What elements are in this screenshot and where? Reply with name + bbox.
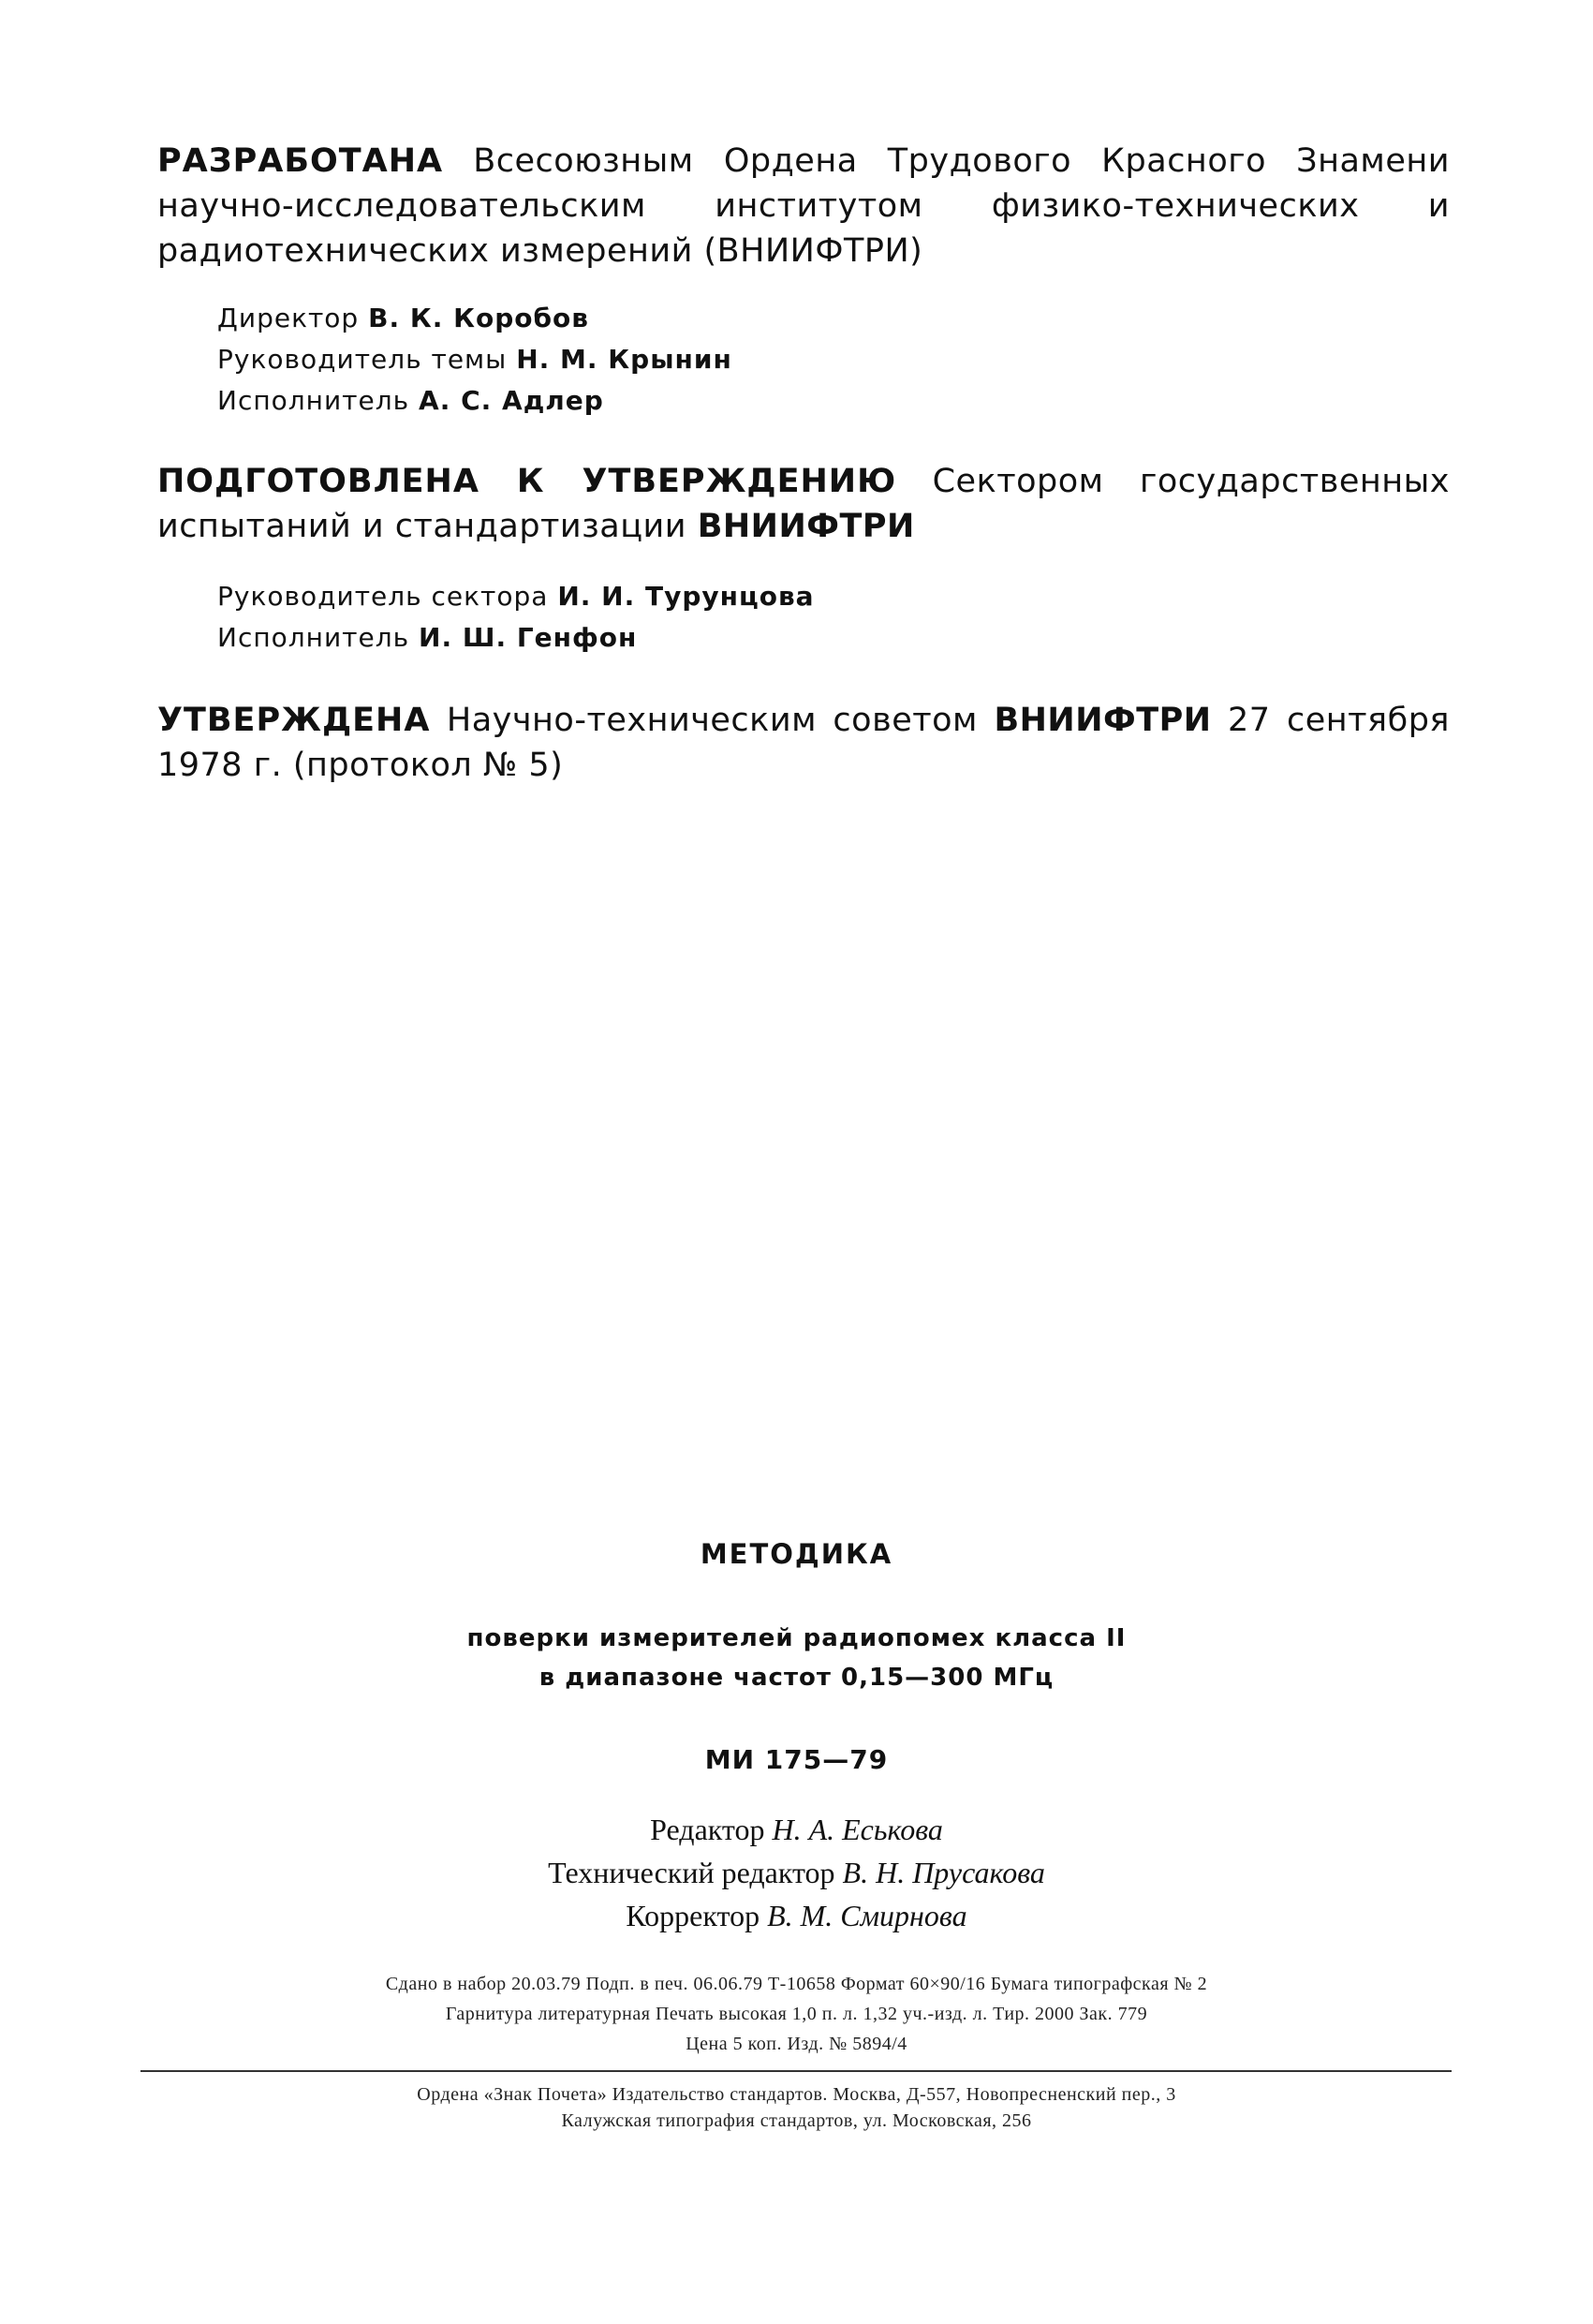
approved-protocol: (протокол № 5) <box>292 747 564 784</box>
prepared-paragraph <box>157 459 1450 549</box>
person-row: Исполнитель А. С. Адлер <box>217 385 604 416</box>
publisher-line: Калужская типография стандартов, ул. Московская, 256 <box>561 2110 1032 2131</box>
method-title: МЕТОДИКА <box>700 1538 893 1570</box>
developed-text: Всесоюзным Ордена Трудового Красного Знамени научно-исследовательским институтом физико-технических и радиотехнических измерений (ВНИИФТРИ) <box>157 142 1450 270</box>
approved-date: 27 сентября 1978 г. <box>157 702 1450 784</box>
method-subtitle-line2: в диапазоне частот 0,15—300 МГц <box>538 1664 1055 1692</box>
imprint-block <box>0 1969 1593 2059</box>
person-row: Руководитель темы Н. М. Крынин <box>217 344 732 375</box>
publisher-block <box>0 2081 1593 2134</box>
prepared-people <box>217 576 815 659</box>
imprint-line: Гарнитура литературная Печать высокая 1,0 п. л. 1,32 уч.-изд. л. Тир. 2000 Зак. 779 <box>445 2004 1148 2024</box>
person-row: Исполнитель И. Ш. Генфон <box>217 622 638 653</box>
imprint-line: Сдано в набор 20.03.79 Подп. в печ. 06.06.79 Т-10658 Формат 60×90/16 Бумага типографская № 2 <box>385 1974 1208 1994</box>
prepared-org: ВНИИФТРИ <box>697 508 915 545</box>
method-subtitle <box>0 1619 1593 1697</box>
divider-rule <box>140 2070 1452 2072</box>
method-code: МИ 175—79 <box>704 1744 889 1775</box>
approved-paragraph <box>157 698 1450 788</box>
approved-text: Научно-техническим советом <box>446 702 978 739</box>
approved-lead: УТВЕРЖДЕНА <box>157 702 431 739</box>
prepared-text: Сектором государственных испытаний и стандартизации <box>157 463 1450 545</box>
developed-lead: РАЗРАБОТАНА <box>157 142 444 180</box>
editor-row: Редактор Н. А. Еськова <box>650 1813 943 1846</box>
imprint-line: Цена 5 коп. Изд. № 5894/4 <box>686 2034 907 2054</box>
developed-people <box>217 298 732 422</box>
person-row: Руководитель сектора И. И. Турунцова <box>217 581 815 612</box>
developed-paragraph <box>157 139 1450 274</box>
prepared-lead: ПОДГОТОВЛЕНА К УТВЕРЖДЕНИЮ <box>157 463 897 500</box>
method-subtitle-line1: поверки измерителей радиопомех класса II <box>466 1624 1127 1652</box>
editors-block <box>0 1808 1593 1937</box>
person-row: Директор В. К. Коробов <box>217 303 590 333</box>
publisher-line: Ордена «Знак Почета» Издательство стандартов. Москва, Д-557, Новопресненский пер., 3 <box>417 2084 1176 2105</box>
editor-row: Технический редактор В. Н. Прусакова <box>548 1856 1045 1889</box>
editor-row: Корректор В. М. Смирнова <box>626 1899 967 1932</box>
approved-org: ВНИИФТРИ <box>994 702 1212 739</box>
